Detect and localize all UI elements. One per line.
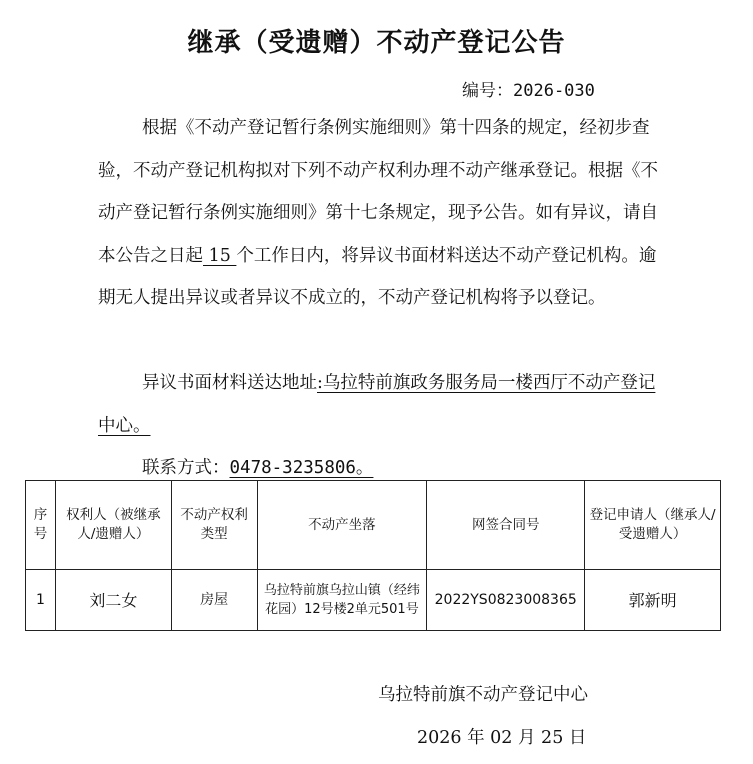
contact-label: 联系方式： bbox=[142, 458, 230, 478]
objection-address: :乌拉特前旗政务服务局一楼西厅不动产登记中心。 bbox=[98, 373, 656, 436]
header-holder: 权利人（被继承人/遗赠人） bbox=[55, 481, 171, 570]
objection-days: 15 bbox=[203, 245, 237, 266]
cell-contract: 2022YS0823008365 bbox=[427, 570, 585, 631]
property-table bbox=[25, 480, 721, 631]
address-label: 异议书面材料送达地址 bbox=[142, 373, 317, 393]
cell-seq: 1 bbox=[26, 570, 56, 631]
header-contract: 网签合同号 bbox=[427, 481, 585, 570]
main-text-start: 根据《不动产登记暂行条例实施细则》第十四条的规定，经初步查验，不动产登记机构拟对下列不动产权利办理不动产继承登记。根据《不动产登记暂行条例实施细则》第十七条规定，现予公告。如有异议，请自本公告之日起 bbox=[98, 118, 658, 266]
contact-phone: 0478-3235806。 bbox=[229, 458, 374, 478]
header-right-type: 不动产权利类型 bbox=[171, 481, 257, 570]
table-header-row bbox=[26, 481, 721, 570]
header-location: 不动产坐落 bbox=[257, 481, 427, 570]
main-text-end: 个工作日内，将异议书面材料送达不动产登记机构。逾期无人提出异议或者异议不成立的，不动产登记机构将予以登记。 bbox=[98, 245, 657, 308]
cell-applicant: 郭新明 bbox=[585, 570, 721, 631]
issue-date: 2026 年 02 月 25 日 bbox=[417, 728, 587, 748]
cell-right-type: 房屋 bbox=[171, 570, 257, 631]
notice-title: 继承（受遗赠）不动产登记公告 bbox=[187, 28, 566, 58]
cell-location: 乌拉特前旗乌拉山镇（经纬花园）12号楼2单元501号 bbox=[257, 570, 427, 631]
table-row bbox=[26, 570, 721, 631]
notice-paragraph-address bbox=[98, 362, 658, 447]
issuer-signature: 乌拉特前旗不动产登记中心 bbox=[378, 685, 588, 705]
cell-holder: 刘二女 bbox=[55, 570, 171, 631]
header-applicant: 登记申请人（继承人/受遗赠人） bbox=[585, 481, 721, 570]
document-number: 编号：2026-030 bbox=[462, 81, 595, 101]
header-seq: 序号 bbox=[26, 481, 56, 570]
notice-paragraph-main bbox=[98, 107, 658, 320]
